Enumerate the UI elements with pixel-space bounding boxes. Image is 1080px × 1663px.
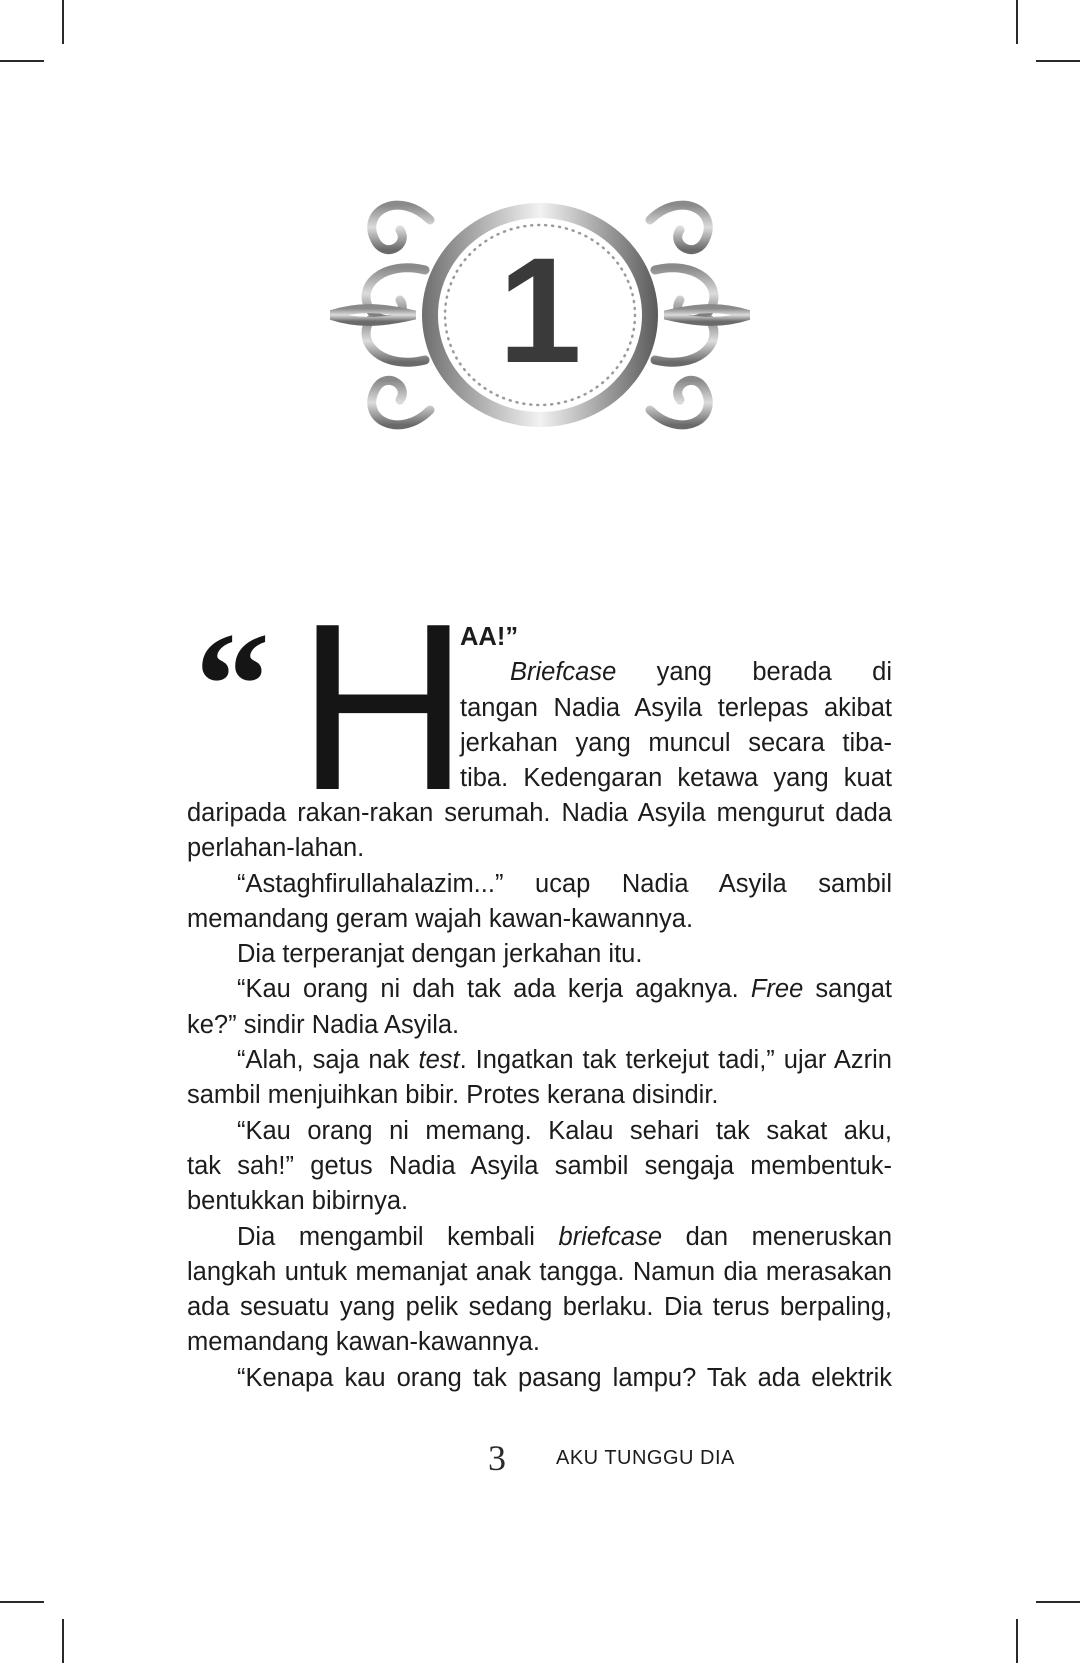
crop-mark-top-right-h [1036,60,1080,62]
text-line-2: tangan Nadia Asyila terlepas akibat [460,693,892,722]
text-line-6: perlahan-lahan. [187,834,365,863]
emblem-flourish-left [330,205,430,425]
text-line-3: jerkahan yang muncul secara tiba- [460,728,892,757]
text-line-1: Briefcase yang berada di [510,658,892,687]
crop-mark-top-left-h [0,60,44,62]
drop-cap [187,575,469,840]
emblem-flourish-right [650,205,750,425]
text-line-15: tak sah!” getus Nadia Asyila sambil sengaja membentuk- [187,1151,892,1180]
text-line-7: “Astaghfirullahalazim...” ucap Nadia Asyila sambil [237,869,892,898]
page-footer [0,1438,1080,1478]
text-line-0: AA!” [460,623,519,651]
text-line [460,620,892,655]
text-line-12: “Alah, saja nak test. Ingatkan tak terkejut tadi,” ujar Azrin [237,1046,892,1075]
drop-cap-letter: H [297,575,469,840]
text-line-10: “Kau orang ni dah tak ada kerja agaknya. Free sangat [237,975,892,1004]
text-line-18: langkah untuk memanjat anak tangga. Namun dia merasakan [187,1257,892,1286]
chapter-number: 1 [498,226,582,394]
drop-cap-quote: “ [195,602,270,768]
text-line-5: daripada rakan-rakan serumah. Nadia Asyila mengurut dada [187,799,892,827]
text-line-14: “Kau orang ni memang. Kalau sehari tak sakat aku, [237,1116,892,1145]
crop-mark-top-right [1016,0,1018,44]
page-number: 3 [488,1438,506,1478]
text-line-19: ada sesuatu yang pelik sedang berlaku. Dia terus berpaling, [187,1293,892,1322]
text-line-11: ke?” sindir Nadia Asyila. [187,1010,460,1039]
chapter-text [187,575,892,1396]
running-title: AKU TUNGGU DIA [556,1447,735,1469]
text-line-8: memandang geram wajah kawan-kawannya. [187,904,694,933]
text-line-17: Dia mengambil kembali briefcase dan meneruskan [237,1222,892,1251]
text-line-4: tiba. Kedengaran ketawa yang kuat [460,764,892,793]
chapter-emblem [330,190,750,440]
crop-mark-bottom-right-h [1036,1601,1080,1603]
crop-mark-bottom-left-h [0,1601,44,1603]
crop-mark-top-left [62,0,64,44]
drop-cap-side-lines [460,620,892,796]
text-line-16: bentukkan bibirnya. [187,1187,409,1216]
text-line-13: sambil menjuihkan bibir. Protes kerana disindir. [187,1081,719,1110]
crop-mark-bottom-left [62,1619,64,1663]
text-line-20: memandang kawan-kawannya. [187,1328,540,1357]
text-line-21: “Kenapa kau orang tak pasang lampu? Tak ada elektrik [237,1363,892,1392]
text-line-9: Dia terperanjat dengan jerkahan itu. [237,940,643,969]
crop-mark-bottom-right [1016,1619,1018,1663]
